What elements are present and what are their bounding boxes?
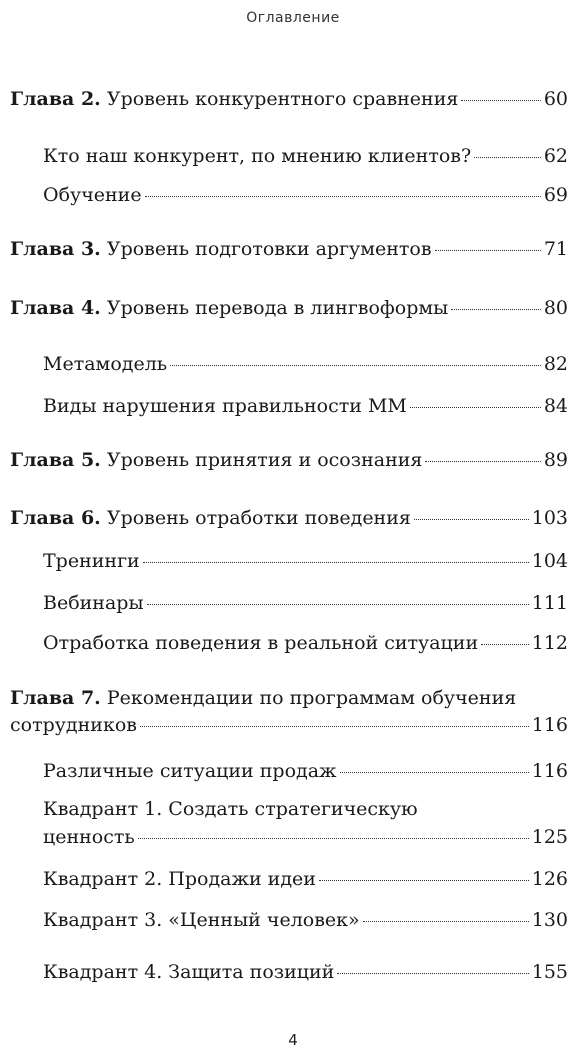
entry-title-line1: Квадрант 1. Создать стратегическую — [43, 798, 418, 820]
page-number: 82 — [543, 353, 568, 375]
entry-title: Обучение — [43, 184, 142, 206]
page-number: 103 — [531, 507, 568, 529]
entry-title: Тренинги — [43, 550, 140, 572]
dot-leader — [474, 157, 541, 158]
chapter-label: Глава 4. — [10, 297, 101, 319]
page-number: 80 — [543, 297, 568, 319]
page-number: 104 — [531, 550, 568, 572]
entry-title: Отработка поведения в реальной ситуации — [43, 632, 479, 654]
dot-leader — [340, 772, 529, 773]
entry-title: Уровень отработки поведения — [106, 507, 411, 529]
page-number: 126 — [531, 868, 568, 890]
entry-title-line1: Рекомендации по программам обучения — [106, 687, 517, 709]
chapter-label: Глава 3. — [10, 238, 101, 260]
page-number: 130 — [531, 909, 568, 931]
entry-title: Кто наш конкурент, по мнению клиентов? — [43, 145, 472, 167]
page-number: 69 — [543, 184, 568, 206]
entry-title: Уровень подготовки аргументов — [106, 238, 432, 260]
dot-leader — [461, 100, 540, 101]
page-number: 125 — [531, 826, 568, 848]
dot-leader — [138, 838, 529, 839]
entry-title: Уровень конкурентного сравнения — [106, 88, 459, 110]
page-number: 84 — [543, 395, 568, 417]
chapter-label: Глава 6. — [10, 507, 101, 529]
dot-leader — [140, 726, 529, 727]
chapter-label: Глава 2. — [10, 88, 101, 110]
dot-leader — [451, 309, 541, 310]
dot-leader — [414, 519, 529, 520]
entry-title: Квадрант 3. «Ценный человек» — [43, 909, 360, 931]
entry-title: Квадрант 2. Продажи идеи — [43, 868, 316, 890]
running-header: Оглавление — [246, 10, 340, 26]
page-number: 111 — [531, 592, 568, 614]
page-number: 62 — [543, 145, 568, 167]
chapter-label: Глава 7. — [10, 687, 101, 709]
entry-title-line2: ценность — [43, 826, 135, 848]
entry-title: Вебинары — [43, 592, 144, 614]
entry-title: Различные ситуации продаж — [43, 760, 337, 782]
entry-title: Уровень перевода в лингвоформы — [106, 297, 449, 319]
dot-leader — [319, 880, 529, 881]
dot-leader — [143, 562, 529, 563]
page-number: 116 — [531, 714, 568, 736]
page-number: 89 — [543, 449, 568, 471]
dot-leader — [170, 365, 541, 366]
dot-leader — [435, 250, 541, 251]
dot-leader — [425, 461, 540, 462]
entry-title: Виды нарушения правильности ММ — [43, 395, 407, 417]
entry-title-line2: сотрудников — [10, 714, 137, 736]
page-footer-number: 4 — [288, 1031, 298, 1049]
dot-leader — [145, 196, 541, 197]
entry-title: Уровень принятия и осознания — [106, 449, 423, 471]
page-number: 71 — [543, 238, 568, 260]
page-number: 116 — [531, 760, 568, 782]
entry-title: Метамодель — [43, 353, 168, 375]
dot-leader — [337, 973, 528, 974]
page-number: 112 — [531, 632, 568, 654]
dot-leader — [363, 921, 529, 922]
chapter-label: Глава 5. — [10, 449, 101, 471]
page-number: 155 — [531, 961, 568, 983]
dot-leader — [147, 604, 529, 605]
entry-title: Квадрант 4. Защита позиций — [43, 961, 335, 983]
page-number: 60 — [543, 88, 568, 110]
dot-leader — [481, 644, 529, 645]
dot-leader — [410, 407, 541, 408]
